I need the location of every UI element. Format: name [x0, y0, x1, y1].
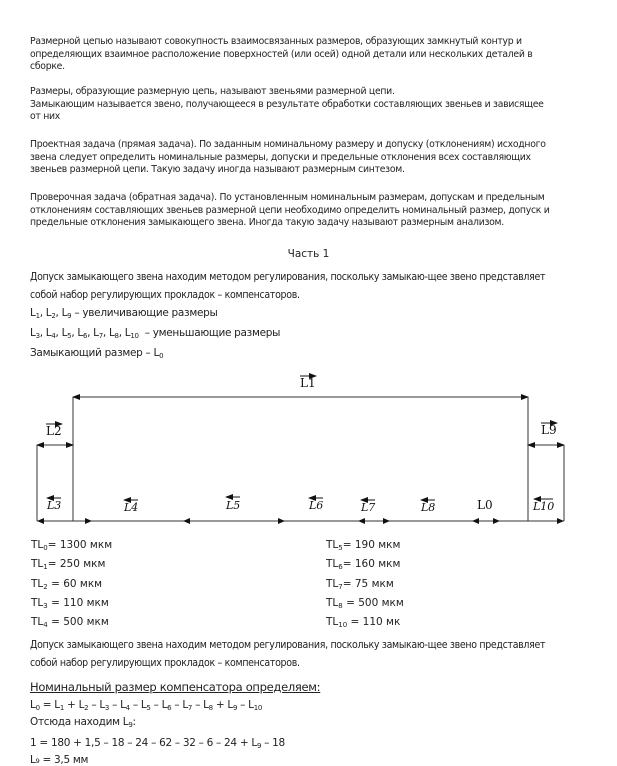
svg-text:L7: L7 [361, 501, 376, 514]
compensator-heading: Номинальный размер компенсатора определяем: [30, 680, 321, 694]
increasing-links-line: $L_1$, $L_2$, $L_9$ – увеличивающие размеры [30, 307, 218, 320]
label-L7 [360, 500, 375, 514]
tolerance-row: $TL_{10} = 110$ мк [326, 616, 401, 630]
label-L9 [541, 423, 557, 437]
closing-link-line: Замыкающий размер – $L_0$ [30, 347, 164, 360]
label-L1 [300, 376, 316, 390]
label-L3 [46, 498, 61, 512]
increasing-label: увеличивающие размеры [82, 307, 218, 319]
tolerance-row: $TL_1= 250$ мкм [31, 558, 106, 572]
svg-text:L4: L4 [124, 501, 139, 514]
tolerance-row: $TL_8 = 500$ мкм [326, 596, 404, 610]
label-L6 [308, 498, 323, 512]
svg-text:L3: L3 [47, 499, 62, 512]
calculation-line: $1 = 180 + 1,5 - 18 - 24 - 62 - 32 - 6 - 24 + L_9 - 18$ [30, 737, 285, 750]
paragraph-design-task: Проектная задача (прямая задача). По заданным номинальному размеру и допуску (отклонениям) исходного звена следует определить номинальные размеры, допуски и предельные отклонения всех составляющих звеньев размерной цепи. Такую задачу иногда называют размерным синтезом. [30, 139, 546, 175]
tolerance-row: $TL_0= 1300$ мкм [31, 539, 113, 552]
label-L5 [225, 497, 240, 512]
part-title: Часть 1 [287, 248, 330, 260]
tolerance-row: $TL_6= 160$ мкм [326, 558, 401, 572]
svg-text:L0: L0 [477, 498, 493, 512]
svg-text:L1: L1 [300, 376, 316, 390]
result-line-partial: L₉ = 3,5 мм [30, 754, 89, 766]
decreasing-links-line: $L_3$, $L_4$, $L_5$, $L_6$, $L_7$, $L_8$, $L_{10}$ – уменьшающие размеры [30, 327, 281, 340]
part-intro: Допуск замыкающего звена находим методом регулирования, поскольку замыкаю-щее звено представляет собой набор регулирующих прокладок – компенсаторов. [30, 271, 546, 301]
paragraph-links-definition: Размеры, образующие размерную цепь, называют звеньями размерной цепи. [30, 86, 395, 97]
svg-text:L8: L8 [421, 501, 436, 514]
tolerance-row: $TL_5= 190$ мкм [326, 539, 401, 552]
svg-text:L6: L6 [309, 499, 324, 512]
paragraph-dimension-chain-definition: Размерной цепью называют совокупность взаимосвязанных размеров, образующих замкнутый контур и определяющих взаимное расположение поверхностей (или осей) одной детали или нескольких деталей в сборке. [30, 36, 533, 72]
paragraph-closing-link-definition: Замыкающим называется звено, получающееся в результате обработки составляющих звеньев и зависящее от них [30, 98, 544, 122]
label-L8 [420, 500, 435, 514]
tolerance-row: $TL_2 = 60$ мкм [31, 577, 103, 591]
paragraph-verification-task: Проверочная задача (обратная задача). По установленным номинальным размерам, допускам и предельным отклонениям составляющих звеньев размерной цепи необходимо определить номинальный размер, допуск и предельные отклонения замыкающего звена. Иногда такую задачу называют размерным анализом. [30, 192, 550, 228]
svg-text:L9: L9 [541, 423, 557, 437]
svg-text:L5: L5 [226, 499, 241, 512]
nominal-formula: $L_0 = L_1 + L_2 - L_3 - L_4 - L_5 - L_6 - L_7 - L_8 + L_9 - L_{10}$ [30, 699, 263, 712]
label-L0 [477, 498, 493, 512]
decreasing-label: уменьшающие размеры [152, 327, 281, 339]
label-L4 [123, 500, 138, 514]
find-l9-line: Отсюда находим $L_9$: [30, 716, 136, 729]
dimension-chain-diagram [0, 370, 617, 530]
tolerance-row: $TL_3 = 110$ мкм [31, 596, 109, 610]
svg-text:L2: L2 [46, 424, 62, 438]
tolerance-row: $TL_4 = 500$ мкм [31, 616, 109, 630]
label-L10 [532, 499, 554, 513]
tolerance-row: $TL_7= 75$ мкм [326, 577, 394, 591]
tolerances-left [31, 537, 112, 633]
tolerances-right [326, 537, 404, 633]
svg-text:L10: L10 [533, 500, 555, 513]
section2-intro: Допуск замыкающего звена находим методом регулирования, поскольку замыкаю-щее звено представляет собой набор регулирующих прокладок – компенсаторов. [30, 639, 546, 669]
label-L2 [46, 424, 62, 438]
